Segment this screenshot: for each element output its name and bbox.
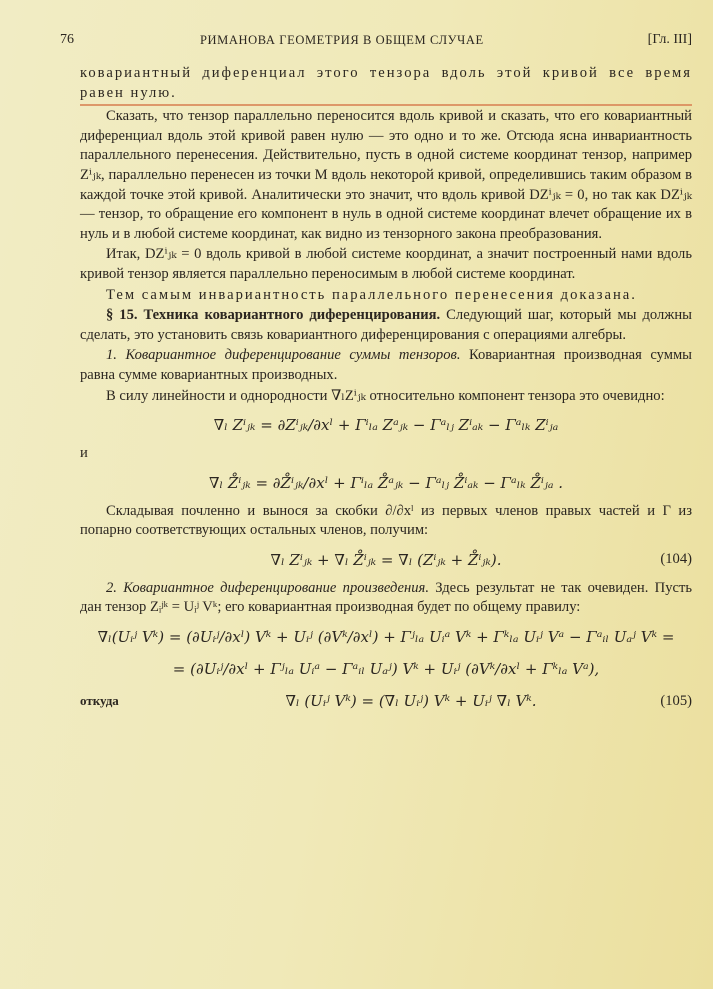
equation-105-row xyxy=(80,688,692,714)
equation-4: = (∂Uᵢʲ/∂xˡ + Γʲₗₐ Uᵢᵃ − Γᵃᵢₗ Uₐʲ) Vᵏ + Uᵢʲ (∂Vᵏ/∂xˡ + Γᵏₗₐ Vᵃ), xyxy=(172,660,600,679)
item-heading: 2. Ковариантное диференцирование произведения. xyxy=(106,579,429,596)
paragraph-adding: Складывая почленно и вынося за скобки ∂/∂xˡ из первых членов правых частей и Γ из попарно соответствующих остальных членов, получим: xyxy=(80,502,692,539)
equation-number-104: (104) xyxy=(660,551,692,568)
section-text: Следующий шаг, который мы должны сделать, это установить связь ковариантного диференцирования с операциями алгебры. xyxy=(80,307,692,343)
paragraph-linearity: В силу линейности и однородности ∇ₗZⁱⱼₖ относительно компонент тензора это очевидно: xyxy=(106,387,665,404)
conjunction: и xyxy=(80,445,88,462)
running-title: РИМАНОВА ГЕОМЕТРИЯ В ОБЩЕМ СЛУЧАЕ xyxy=(200,33,484,47)
equation-3: ∇ₗ(Uᵢʲ Vᵏ) = (∂Uᵢʲ/∂xˡ) Vᵏ + Uᵢʲ (∂Vᵏ/∂xˡ) + Γʲₗₐ Uᵢᵃ Vᵏ + Γᵏₗₐ Uᵢʲ Vᵃ − Γᵃᵢₗ Uₐʲ Vᵏ = xyxy=(97,628,675,647)
whence-label: откуда xyxy=(80,693,119,709)
paragraph-continuation: ковариантный диференциал этого тензора вдоль этой кривой все время равен нулю. xyxy=(80,64,692,106)
item-heading: 1. Ковариантное диференцирование суммы тензоров. xyxy=(106,347,461,364)
equation-105: ∇ₗ (Uᵢʲ Vᵏ) = (∇ₗ Uᵢʲ) Vᵏ + Uᵢʲ ∇ₗ Vᵏ. xyxy=(285,692,537,711)
item-2 xyxy=(80,579,692,618)
item-1 xyxy=(80,346,692,385)
page-number: 76 xyxy=(60,32,74,47)
paragraph-parallel-transport: Сказать, что тензор параллельно переносится вдоль кривой и сказать, что его ковариантный диференциал вдоль этой кривой равен нулю — это одно и то же. Отсюда ясна инвариантность параллельного перенесения. Действительно, пусть в одной системе координат тензор, например Zⁱⱼₖ, параллельно перенесен из точки M вдоль некоторой кривой, определившись таким образом в каждой точке этой кривой. Аналитически это значит, что вдоль кривой DZⁱⱼₖ = 0, но так как DZⁱⱼₖ — тензор, то обращение его компонент в нуль в одной системе координат влечет обращение их в нуль и в любой системе координат, как видно из тензорного закона преобразования. xyxy=(80,108,692,242)
equation-number-105: (105) xyxy=(660,692,692,709)
equation-4-row xyxy=(80,656,692,682)
equation-104: ∇ₗ Zⁱⱼₖ + ∇ₗ Z̊ⁱⱼₖ = ∇ₗ (Zⁱⱼₖ + Z̊ⁱⱼₖ). xyxy=(270,550,502,569)
section-15 xyxy=(80,306,692,345)
item-text: Ковариантная производная суммы равна сумме ковариантных производных. xyxy=(80,347,692,383)
page-body xyxy=(80,64,692,714)
section-heading: § 15. Техника ковариантного диференцирования. xyxy=(106,307,441,324)
equation-2-row xyxy=(80,470,692,496)
paragraph-therefore: Итак, DZⁱⱼₖ = 0 вдоль кривой в любой системе координат, а значит построенный нами вдоль кривой тензор является параллельно переносимым в любой системе координат. xyxy=(80,246,692,282)
running-header xyxy=(60,32,692,52)
equation-2: ∇ₗ Z̊ⁱⱼₖ = ∂Z̊ⁱⱼₖ/∂xˡ + Γⁱₗₐ Z̊ᵃⱼₖ − Γᵃₗⱼ Z̊ⁱₐₖ − Γᵃₗₖ Z̊ⁱⱼₐ . xyxy=(208,473,564,492)
equation-3-row xyxy=(80,624,692,650)
chapter-label: [Гл. III] xyxy=(647,32,692,47)
equation-1-row xyxy=(80,412,692,438)
equation-104-row xyxy=(80,547,692,573)
paragraph-conclusion: Тем самым инвариантность параллельного перенесения доказана. xyxy=(106,286,637,303)
equation-1: ∇ₗ Zⁱⱼₖ = ∂Zⁱⱼₖ/∂xˡ + Γⁱₗₐ Zᵃⱼₖ − Γᵃₗⱼ Zⁱₐₖ − Γᵃₗₖ Zⁱⱼₐ xyxy=(213,416,559,435)
item-text: Здесь результат не так очевиден. Пусть дан тензор Zᵢʲᵏ = Uᵢʲ Vᵏ; его ковариантная производная будет по общему правилу: xyxy=(80,579,692,616)
